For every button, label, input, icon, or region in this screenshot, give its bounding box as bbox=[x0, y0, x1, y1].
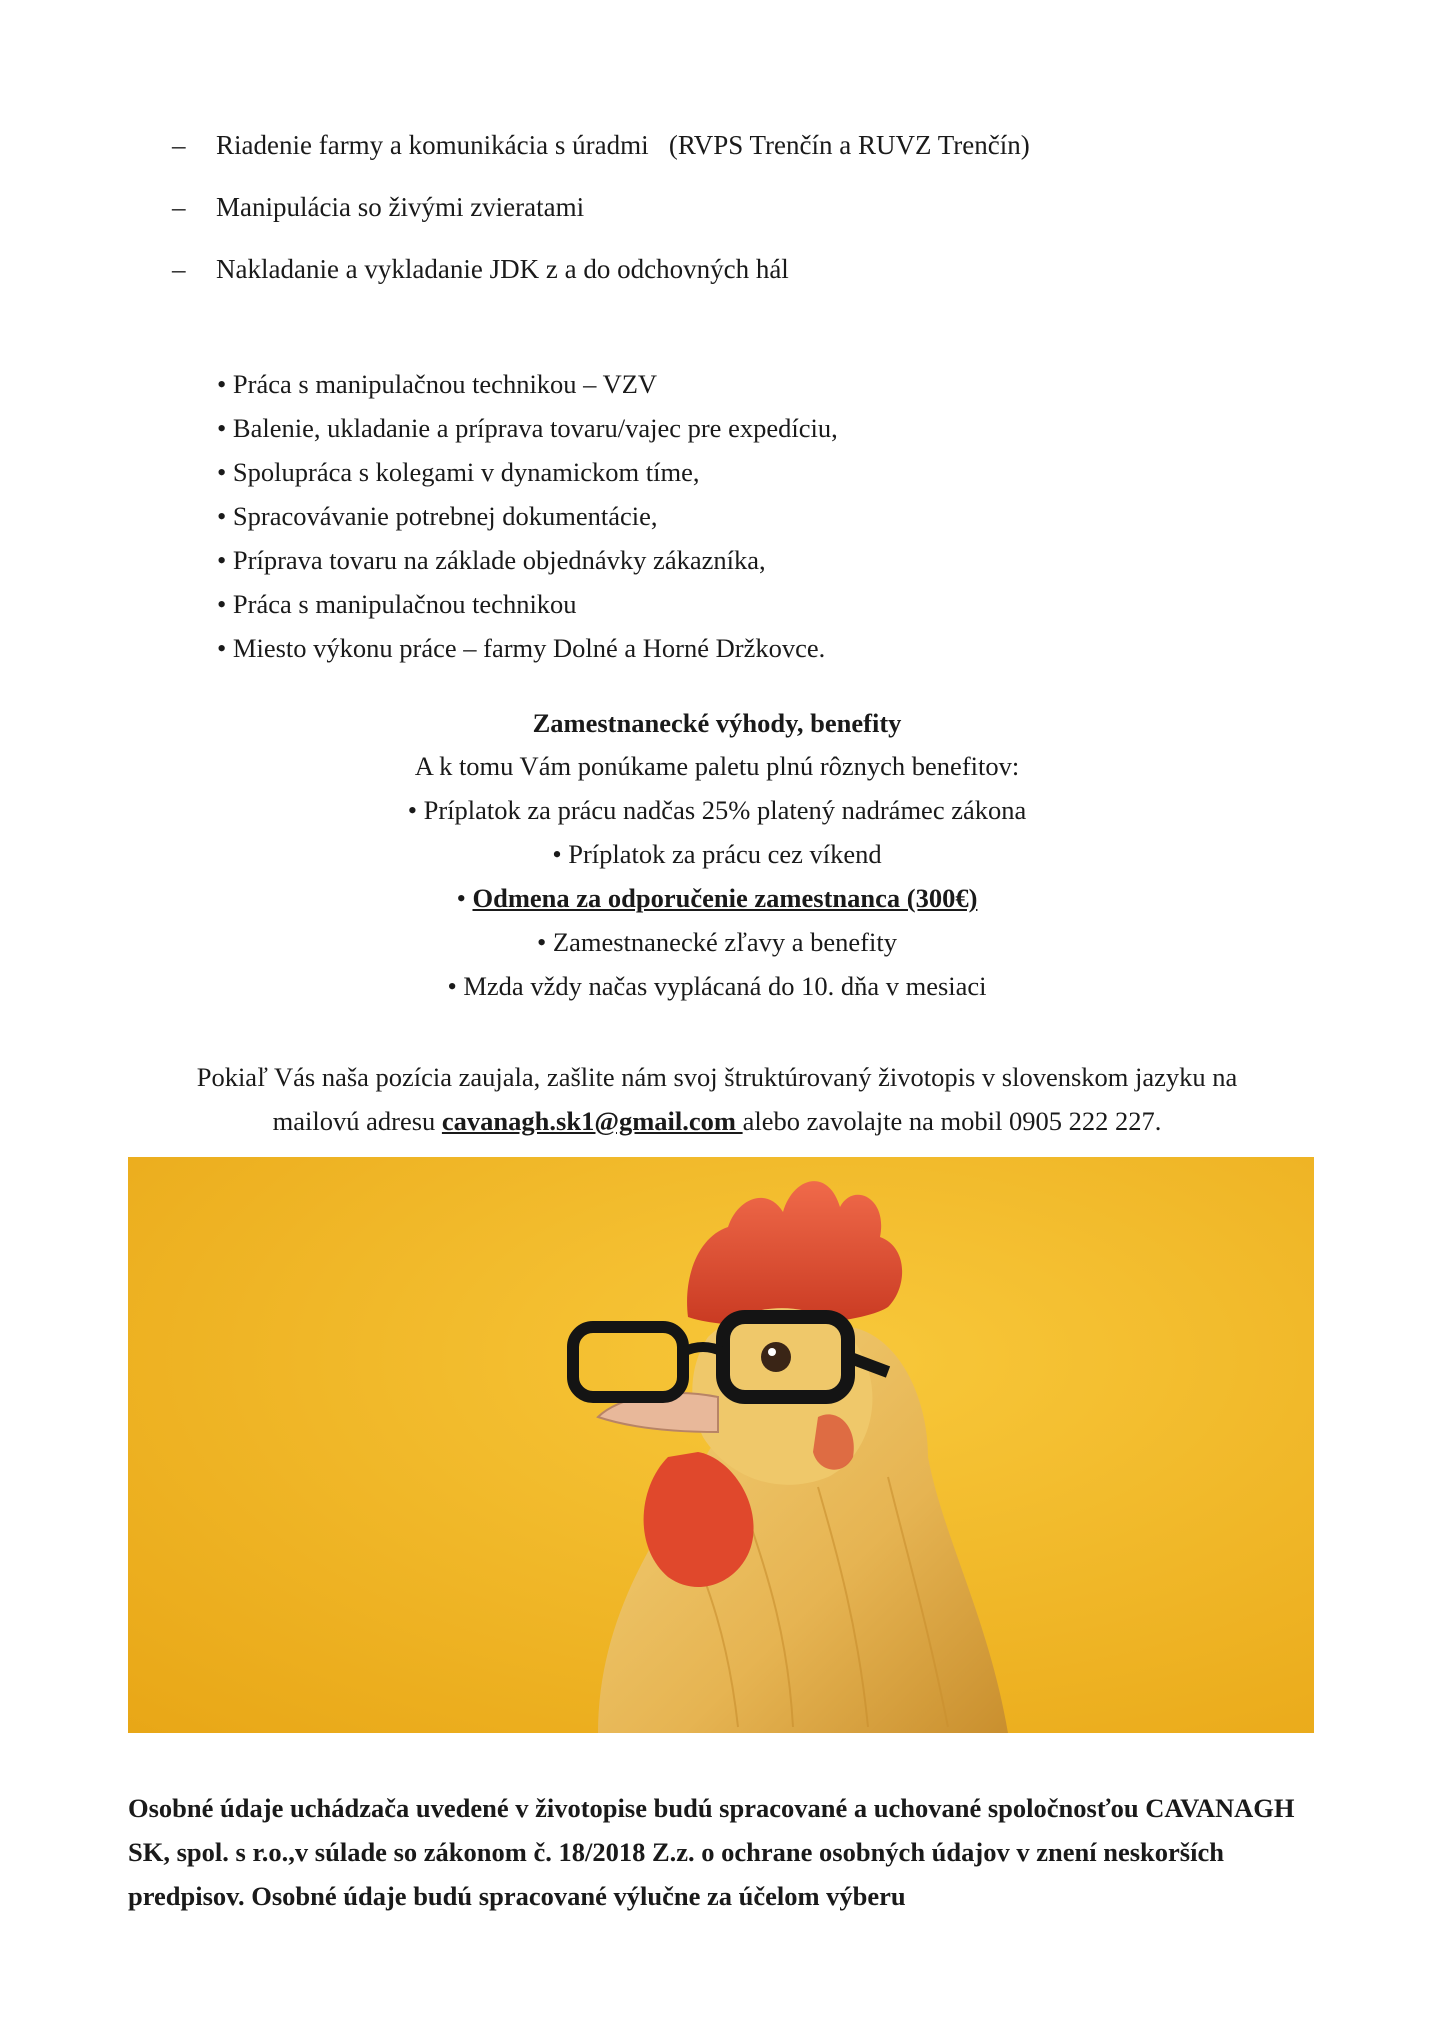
list-item bbox=[172, 190, 1322, 224]
dash-marker: – bbox=[172, 192, 186, 222]
list-item: • Spolupráca s kolegami v dynamickom tíme, bbox=[217, 457, 700, 487]
benefit-item: • Príplatok za prácu cez víkend bbox=[552, 839, 882, 869]
benefit-item: • Mzda vždy načas vyplácaná do 10. dňa v mesiaci bbox=[447, 971, 987, 1001]
list-item: • Práca s manipulačnou technikou – VZV bbox=[217, 369, 658, 399]
list-item bbox=[172, 128, 1322, 162]
email-link[interactable]: cavanagh.sk1@gmail.com bbox=[441, 1106, 743, 1136]
duty-text: Nakladanie a vykladanie JDK z a do odchovných hál bbox=[216, 254, 789, 284]
contact-line: Pokiaľ Vás naša pozícia zaujala, zašlite nám svoj štruktúrovaný životopis v slovenskom jazyku na bbox=[196, 1062, 1238, 1092]
benefit-item: • Zamestnanecké zľavy a benefity bbox=[537, 927, 897, 957]
list-item: • Miesto výkonu práce – farmy Dolné a Horné Držkovce. bbox=[217, 633, 826, 663]
list-item: • Spracovávanie potrebnej dokumentácie, bbox=[217, 501, 658, 531]
tasks-list bbox=[217, 362, 838, 670]
benefit-item-referral bbox=[0, 876, 1434, 920]
contact-paragraph bbox=[130, 1055, 1304, 1143]
benefits-section bbox=[0, 702, 1434, 1008]
benefits-intro: A k tomu Vám ponúkame paletu plnú rôznych benefitov: bbox=[414, 751, 1020, 781]
list-item: • Príprava tovaru na základe objednávky zákazníka, bbox=[217, 545, 766, 575]
dash-marker: – bbox=[172, 254, 186, 284]
benefit-item: • Príplatok za prácu nadčas 25% platený nadrámec zákona bbox=[407, 795, 1027, 825]
list-item: • Balenie, ukladanie a príprava tovaru/vajec pre expedíciu, bbox=[217, 413, 838, 443]
referral-bonus-text: Odmena za odporučenie zamestnanca (300€) bbox=[472, 883, 978, 913]
rooster-photo bbox=[128, 1157, 1314, 1733]
duties-list bbox=[172, 128, 1322, 314]
bullet: • bbox=[456, 883, 473, 913]
legal-notice: Osobné údaje uchádzača uvedené v životopise budú spracované a uchované spoločnosťou CAVANAGH SK, spol. s r.o.,v súlade so zákonom č. 18/2018 Z.z. o ochrane osobných údajov v znení neskorších predpisov. Osobné údaje budú spracované výlučne za účelom výberu bbox=[128, 1793, 1295, 1911]
duty-text: Riadenie farmy a komunikácia s úradmi (RVPS Trenčín a RUVZ Trenčín) bbox=[216, 130, 1030, 160]
benefits-title: Zamestnanecké výhody, benefity bbox=[532, 708, 902, 738]
contact-suffix: alebo zavolajte na mobil 0905 222 227. bbox=[742, 1106, 1162, 1136]
duty-text: Manipulácia so živými zvieratami bbox=[216, 192, 585, 222]
contact-prefix: mailovú adresu bbox=[272, 1106, 442, 1136]
list-item: • Práca s manipulačnou technikou bbox=[217, 589, 577, 619]
rooster-with-glasses-illustration bbox=[128, 1157, 1314, 1733]
list-item bbox=[172, 252, 1322, 286]
rooster-eye bbox=[761, 1342, 791, 1372]
dash-marker: – bbox=[172, 130, 186, 160]
